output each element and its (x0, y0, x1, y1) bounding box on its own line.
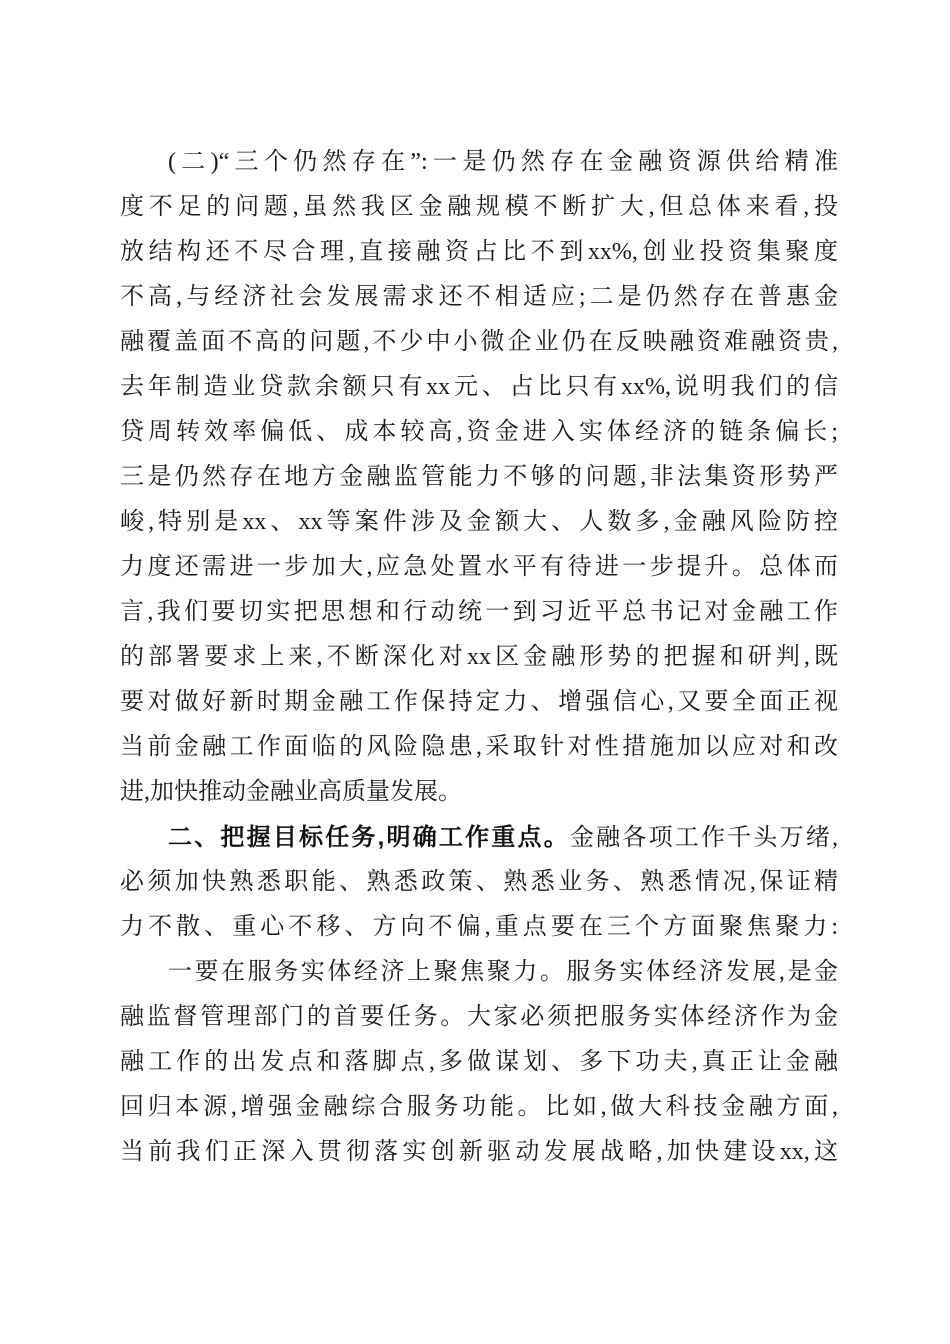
text-line: 回归本源,增强金融综合服务功能。比如,做大科技金融方面, (120, 1094, 838, 1120)
text-line: 度不足的问题,虽然我区金融规模不断扩大,但总体来看,投 (120, 194, 838, 220)
text-line: 要对做好新时期金融工作保持定力、增强信心,又要全面正视 (120, 689, 838, 715)
text-line: 力不散、重心不移、方向不偏,重点要在三个方面聚焦聚力: (120, 914, 838, 940)
section-heading-line (120, 815, 838, 860)
section-heading-bold: 二、把握目标任务,明确工作重点。 (168, 824, 570, 851)
text-line: 融工作的出发点和落脚点,多做谋划、多下功夫,真正让金融 (120, 1049, 838, 1075)
text-line: 放结构还不尽合理,直接融资占比不到xx%,创业投资集聚度 (120, 239, 838, 265)
text-line: 言,我们要切实把思想和行动统一到习近平总书记对金融工作 (120, 599, 838, 625)
text-line: 的部署要求上来,不断深化对xx区金融形势的把握和研判,既 (120, 644, 838, 670)
text-line: 进,加快推动金融业高质量发展。 (120, 779, 462, 805)
text-line: 融覆盖面不高的问题,不少中小微企业仍在反映融资难融资贵, (120, 329, 838, 355)
text-line: 当前我们正深入贯彻落实创新驱动发展战略,加快建设xx,这 (120, 1139, 838, 1165)
text-line: 一要在服务实体经济上聚焦聚力。服务实体经济发展,是金 (168, 959, 838, 985)
text-line: (二)“三个仍然存在”:一是仍然存在金融资源供给精准 (168, 149, 838, 175)
text-line: 峻,特别是xx、xx等案件涉及金额大、人数多,金融风险防控 (120, 509, 838, 535)
text-line: 必须加快熟悉职能、熟悉政策、熟悉业务、熟悉情况,保证精 (120, 869, 838, 895)
text-line: 不高,与经济社会发展需求还不相适应;二是仍然存在普惠金 (120, 284, 838, 310)
text-line: 融监督管理部门的首要任务。大家必须把服务实体经济作为金 (120, 1004, 838, 1030)
text-line: 去年制造业贷款余额只有xx元、占比只有xx%,说明我们的信 (120, 374, 838, 400)
section-heading-rest: 金融各项工作千头万绪, (569, 825, 838, 851)
text-line: 力度还需进一步加大,应急处置水平有待进一步提升。总体而 (120, 554, 838, 580)
document-text-block (120, 140, 838, 1175)
text-line: 贷周转效率偏低、成本较高,资金进入实体经济的链条偏长; (120, 419, 838, 445)
text-line: 当前金融工作面临的风险隐患,采取针对性措施加以应对和改 (120, 734, 838, 760)
text-line: 三是仍然存在地方金融监管能力不够的问题,非法集资形势严 (120, 464, 838, 490)
